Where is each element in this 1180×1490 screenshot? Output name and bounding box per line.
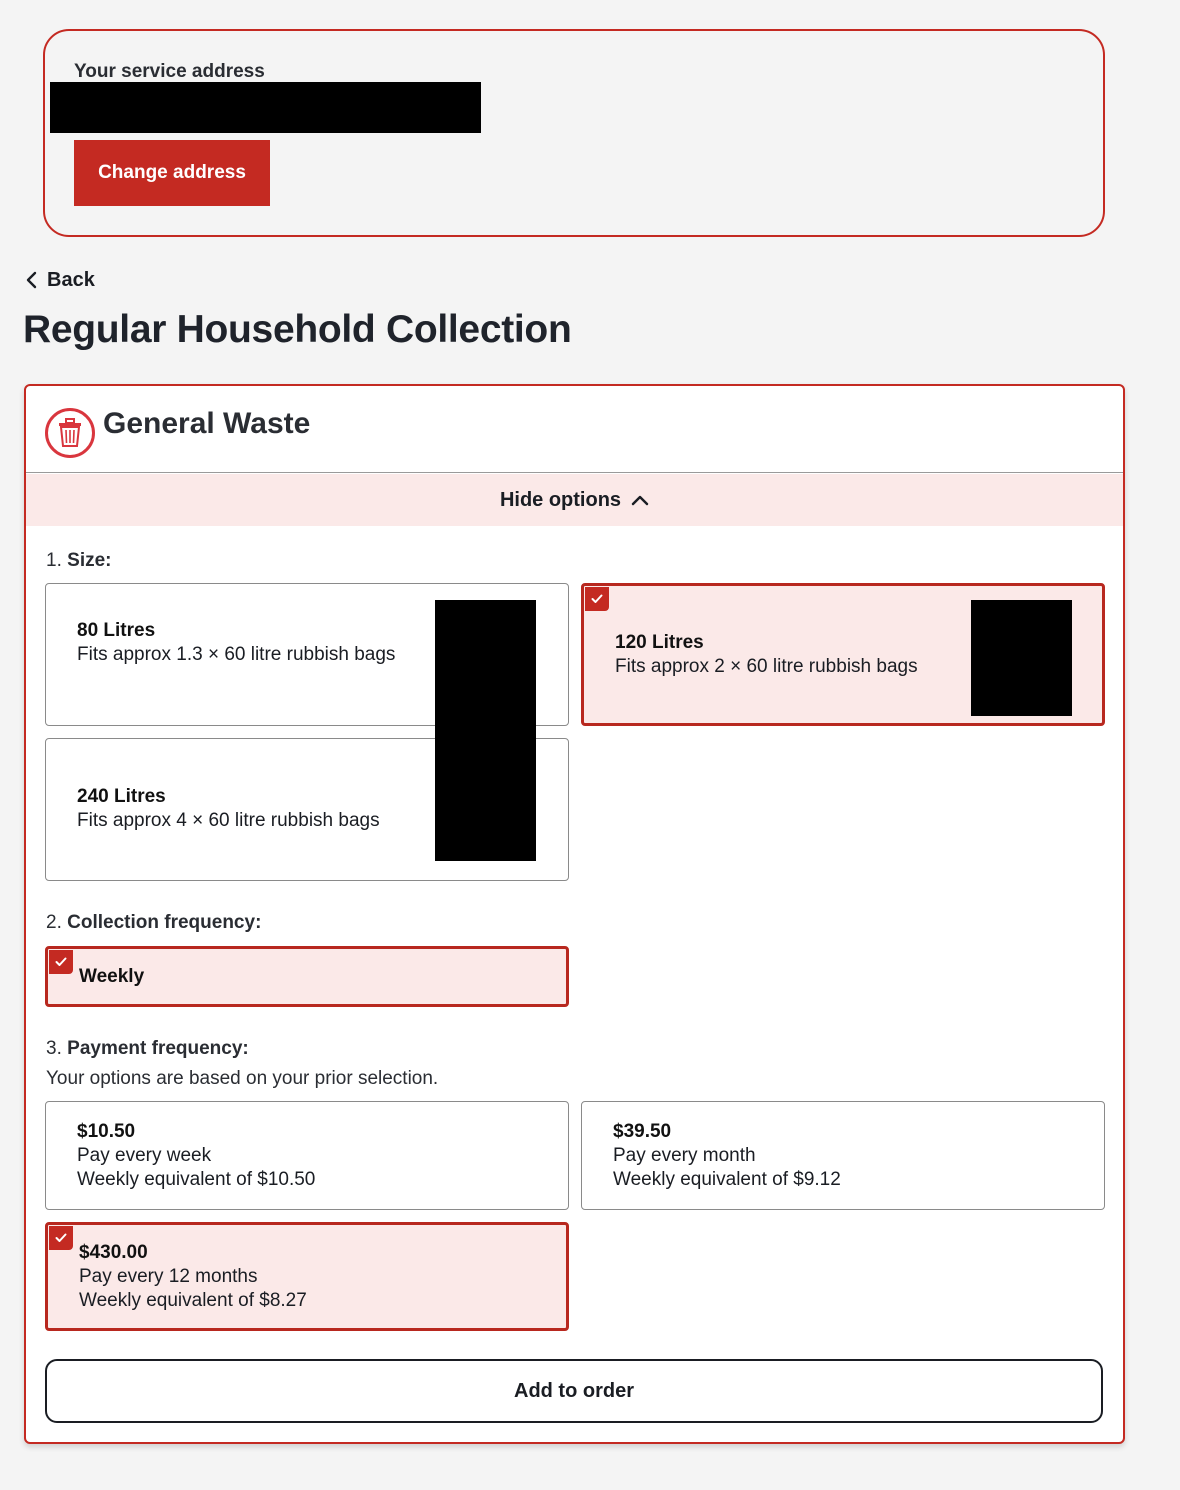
hide-options-toggle[interactable] [26, 474, 1123, 526]
payment-period: Pay every week [77, 1145, 212, 1166]
payment-price: $39.50 [613, 1121, 672, 1142]
redacted-address [50, 82, 481, 133]
trash-bin-icon [45, 408, 95, 458]
card-header [26, 386, 1123, 473]
service-address-panel [43, 29, 1105, 237]
collection-number: 2. [46, 912, 62, 933]
payment-option-monthly[interactable] [581, 1101, 1105, 1210]
payment-section-heading [46, 1038, 249, 1060]
payment-period: Pay every month [613, 1145, 756, 1166]
size-option-120[interactable] [581, 583, 1105, 726]
service-address-label: Your service address [74, 61, 265, 82]
check-icon [49, 950, 73, 974]
payment-number: 3. [46, 1038, 62, 1059]
payment-price: $430.00 [79, 1242, 148, 1263]
add-to-order-button[interactable]: Add to order [45, 1359, 1103, 1423]
back-label: Back [47, 268, 95, 291]
check-icon [49, 1226, 73, 1250]
collection-option-weekly[interactable] [45, 946, 569, 1007]
collection-heading: Collection frequency: [67, 912, 262, 933]
payment-period: Pay every 12 months [79, 1266, 258, 1287]
back-link[interactable] [25, 266, 95, 294]
toggle-label: Hide options [499, 488, 622, 511]
payment-equivalent: Weekly equivalent of $9.12 [613, 1169, 841, 1190]
size-option-title: 120 Litres [615, 632, 704, 653]
change-address-button[interactable]: Change address [74, 140, 270, 206]
collection-option-title: Weekly [79, 966, 145, 987]
size-number: 1. [46, 550, 62, 571]
size-section-heading [46, 550, 112, 572]
size-option-desc: Fits approx 4 × 60 litre rubbish bags [77, 810, 380, 831]
size-heading: Size: [67, 550, 112, 571]
card-title: General Waste [103, 407, 311, 440]
payment-option-weekly[interactable] [45, 1101, 569, 1210]
payment-option-annual[interactable] [45, 1222, 569, 1331]
redacted-bin-image [971, 600, 1072, 716]
general-waste-card [24, 384, 1125, 1444]
size-option-desc: Fits approx 1.3 × 60 litre rubbish bags [77, 644, 396, 665]
chevron-up-icon [631, 494, 649, 506]
size-option-title: 240 Litres [77, 786, 166, 807]
check-icon [585, 587, 609, 611]
payment-note: Your options are based on your prior selection. [46, 1068, 439, 1089]
page-title: Regular Household Collection [23, 308, 572, 351]
size-option-title: 80 Litres [77, 620, 156, 641]
payment-equivalent: Weekly equivalent of $8.27 [79, 1290, 307, 1311]
chevron-left-icon [25, 271, 39, 289]
payment-equivalent: Weekly equivalent of $10.50 [77, 1169, 316, 1190]
size-option-desc: Fits approx 2 × 60 litre rubbish bags [615, 656, 918, 677]
payment-price: $10.50 [77, 1121, 136, 1142]
collection-section-heading [46, 912, 261, 934]
redacted-bin-image [435, 600, 536, 861]
payment-heading: Payment frequency: [67, 1038, 249, 1059]
